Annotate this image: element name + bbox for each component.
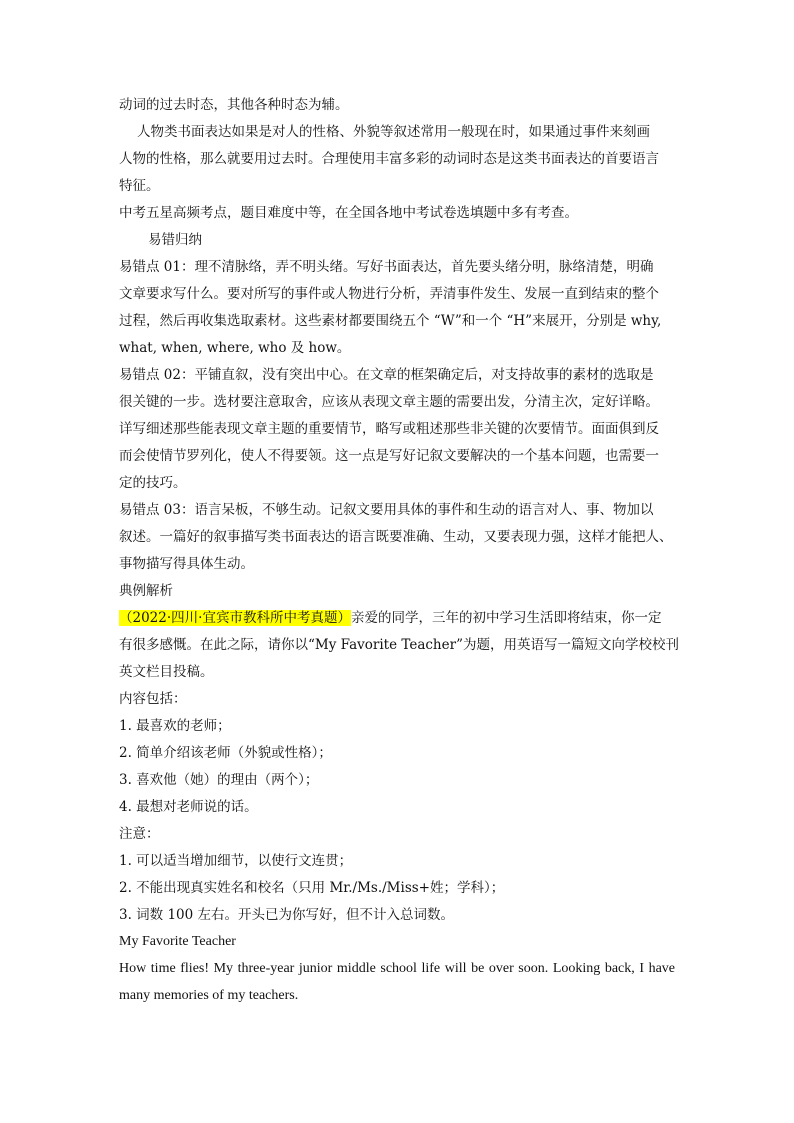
content-item: 2. 简单介绍该老师（外貌或性格）； [119,745,332,761]
text-line: 过程，然后再收集选取素材。这些素材都要围绕五个 “W”和一个 “H”来展开，分别是 why, [119,313,662,329]
text-line: 很关键的一步。选材要注意取舍，应该从表现文章主题的需要出发，分清主次，定好详略。 [119,394,659,410]
text-line: 叙述。一篇好的叙事描写类书面表达的语言既要准确、生动，又要表现力强，这样才能把人、 [119,529,673,545]
section-heading: 典例解析 [119,583,173,599]
text-line: what, when, where, who 及 how。 [119,340,351,356]
note-item: 2. 不能出现真实姓名和校名（只用 Mr./Ms./Miss+姓；学科）； [119,880,505,896]
prompt-text: 亲爱的同学，三年的初中学习生活即将结束，你一定 [350,610,662,626]
note-item: 3. 词数 100 左右。开头已为你写好，但不计入总词数。 [119,907,455,923]
text-line: 事物描写得具体生动。 [119,556,254,572]
essay-text: many memories of my teachers. [119,988,299,1003]
note-item: 1. 可以适当增加细节，以使行文连贯； [119,853,353,869]
notes-heading: 注意： [119,826,160,842]
text-line: 人物的性格，那么就要用过去时。合理使用丰富多彩的动词时态是这类书面表达的首要语言 [119,151,659,167]
text-line: 英文栏目投稿。 [119,664,214,680]
text-line: 有很多感慨。在此之际，请你以“My Favorite Teacher”为题，用英语写一篇短文向学校校刊 [119,637,679,653]
content-heading: 内容包括： [119,691,187,707]
text-line: 易错点 01：理不清脉络，弄不明头绪。写好书面表达，首先要头绪分明，脉络清楚，明确 [119,259,654,275]
text-line: 文章要求写什么。要对所写的事件或人物进行分析，弄清事件发生、发展一直到结束的整个 [119,286,659,302]
section-heading: 易错归纳 [148,232,202,248]
content-item: 1. 最喜欢的老师； [119,718,231,734]
text-line: 中考五星高频考点，题目难度中等，在全国各地中考试卷选填题中多有考查。 [119,205,578,221]
example-prompt-line [119,609,661,627]
text-line: 详写细述那些能表现文章主题的重要情节，略写或粗述那些非关键的次要情节。面面俱到反 [119,421,659,437]
text-line: 易错点 03：语言呆板，不够生动。记叙文要用具体的事件和生动的语言对人、事、物加以 [119,502,654,518]
text-line: 定的技巧。 [119,475,187,491]
text-line: 易错点 02：平铺直叙，没有突出中心。在文章的框架确定后，对支持故事的素材的选取是 [119,367,654,383]
content-item: 3. 喜欢他（她）的理由（两个）； [119,772,319,788]
text-line: 人物类书面表达如果是对人的性格、外貌等叙述常用一般现在时，如果通过事件来刻画 [137,124,650,140]
text-line: 特征。 [119,178,160,194]
essay-text: How time flies! My three-year junior middle school life will be over soon. Looking back, I have [119,961,675,976]
essay-title: My Favorite Teacher [119,934,236,949]
source-tag: （2022·四川·宜宾市教科所中考真题） [119,610,351,626]
text-line: 而会使情节罗列化，使人不得要领。这一点是写好记叙文要解决的一个基本问题，也需要一 [119,448,659,464]
text-line: 动词的过去时态，其他各种时态为辅。 [119,97,349,113]
content-item: 4. 最想对老师说的话。 [119,799,258,815]
